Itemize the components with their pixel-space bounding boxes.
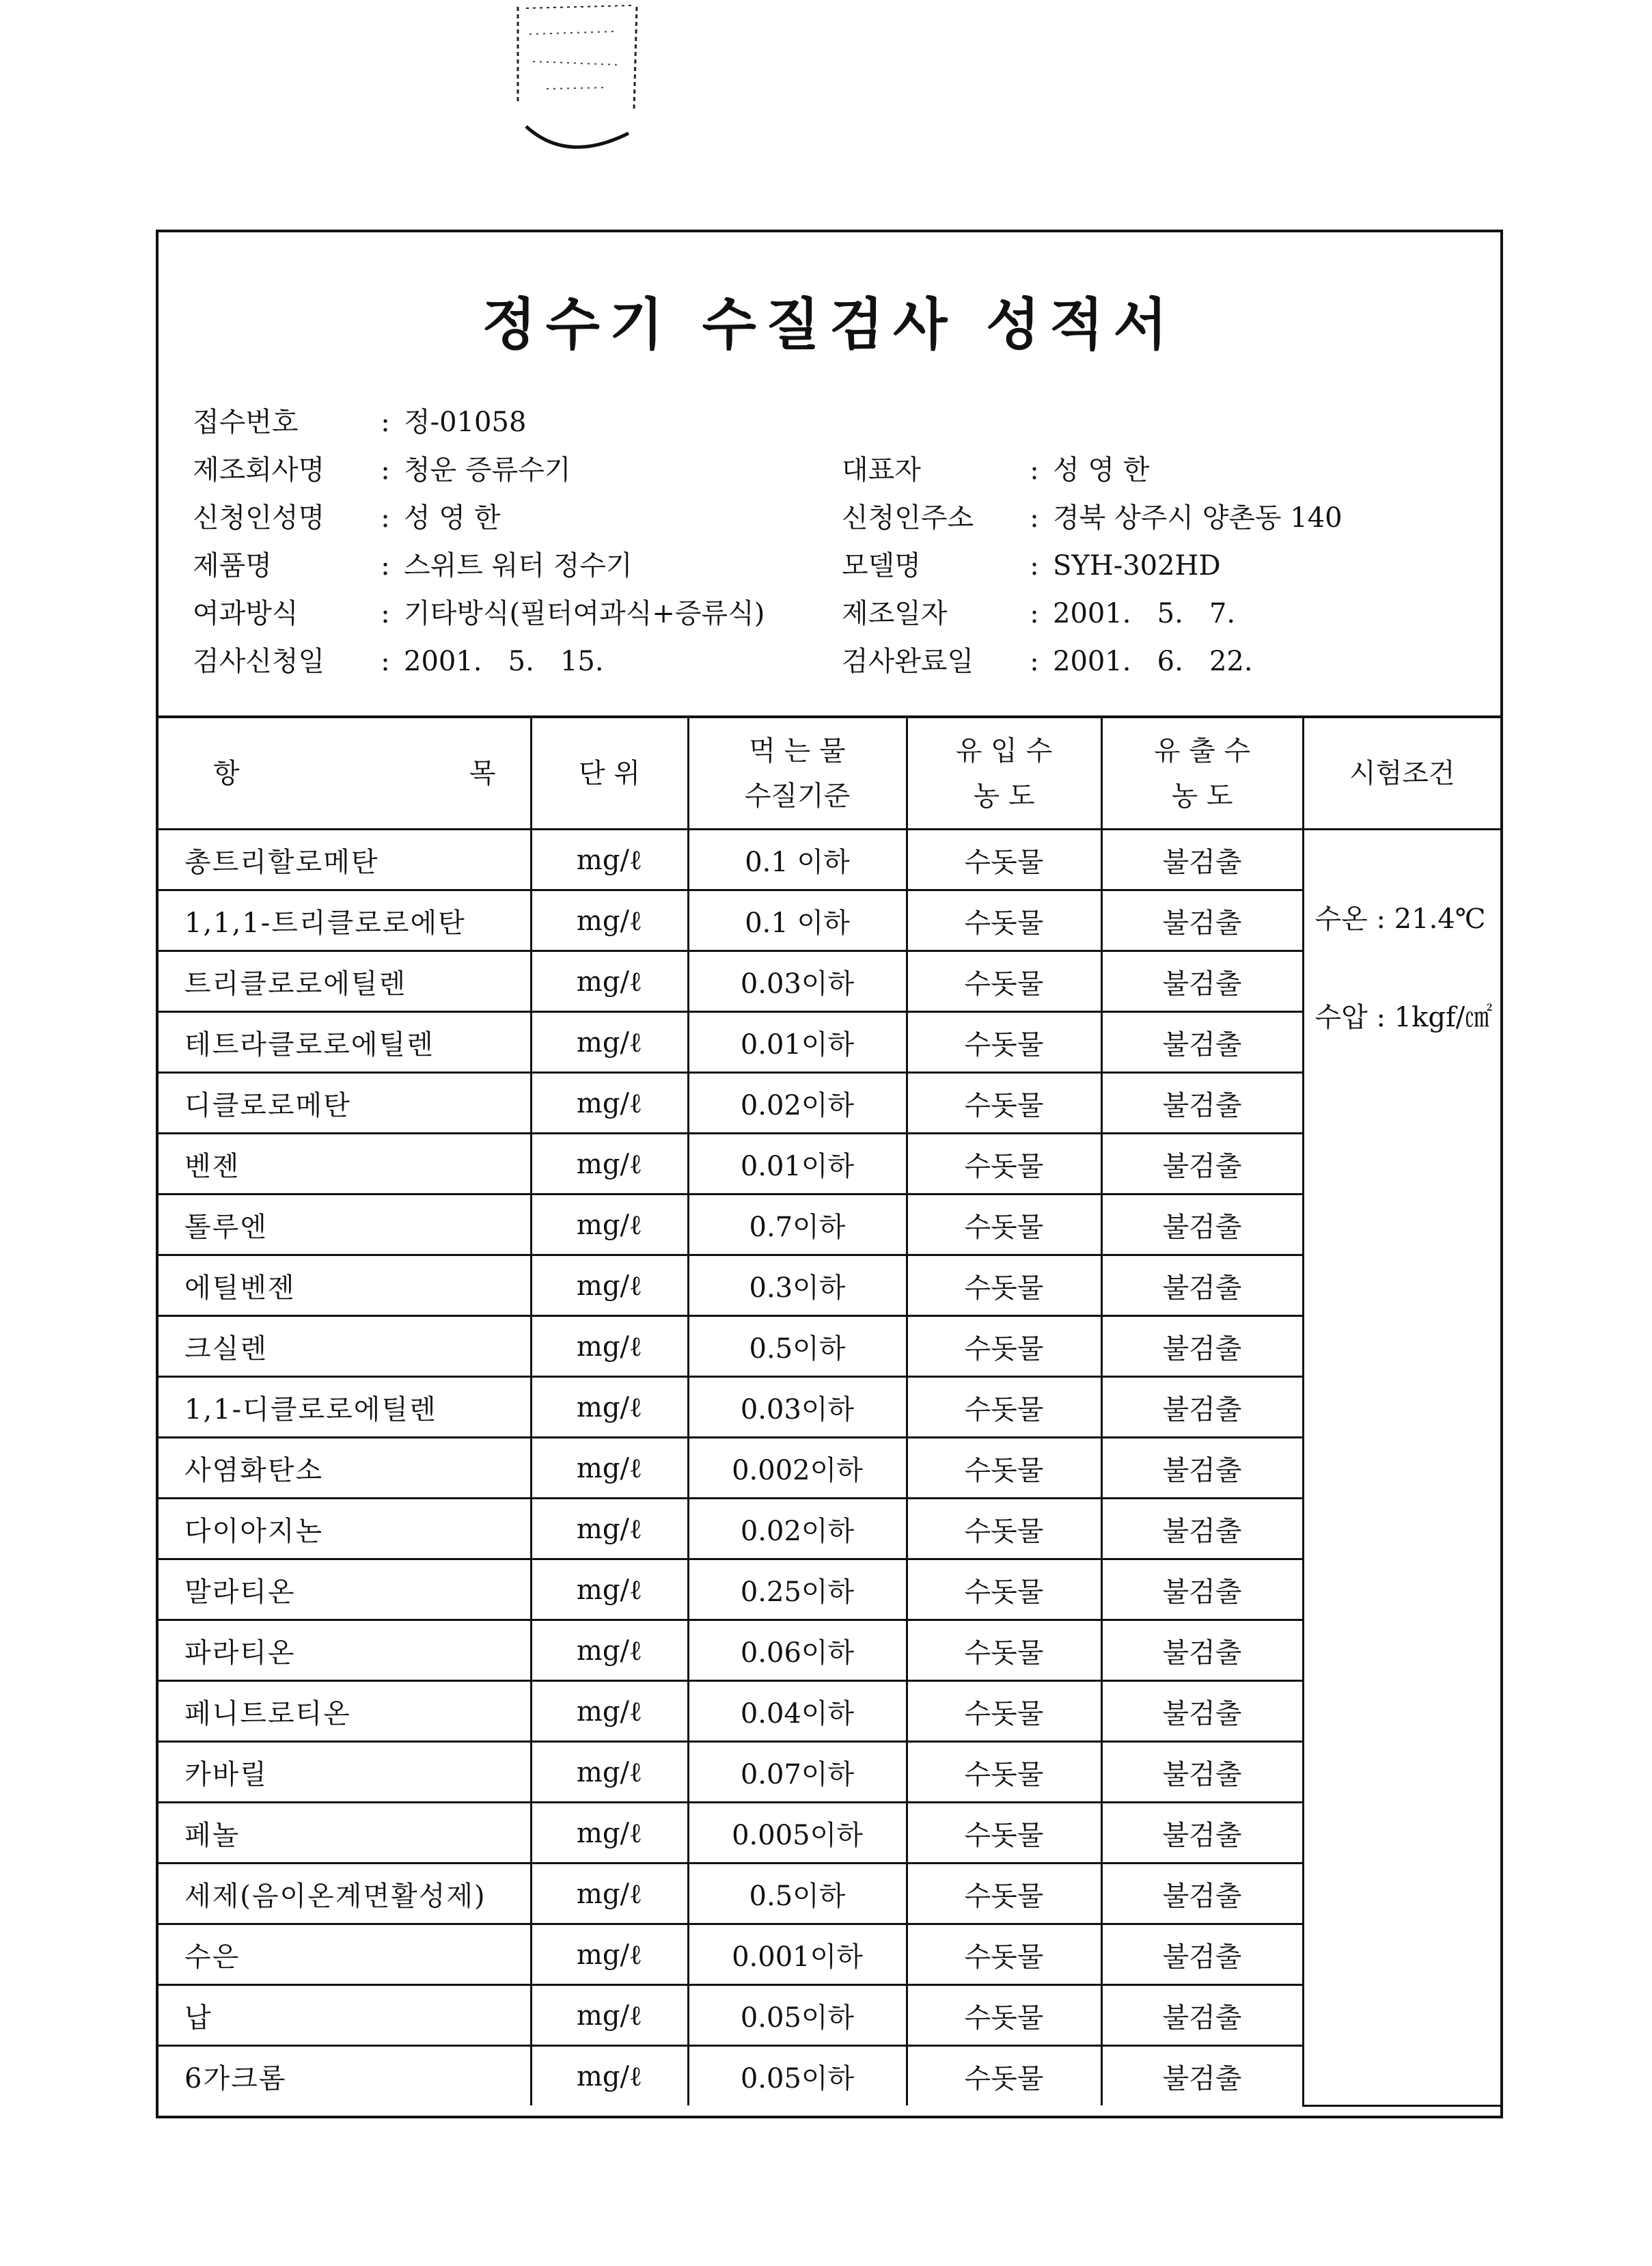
cell-unit: mg/ℓ <box>531 2046 688 2106</box>
cell-item: 1,1,1-트리클로로에탄 <box>159 890 531 951</box>
info-key: 제조회사명 <box>193 454 325 486</box>
cell-unit: mg/ℓ <box>531 1255 688 1316</box>
info-manufacturer: 제조회사명 : 청운 증류수기 <box>193 448 571 487</box>
table-row <box>159 1499 1500 1559</box>
table-row <box>159 1073 1500 1134</box>
cell-inflow: 수돗물 <box>907 1924 1101 1985</box>
cell-standard: 0.07이하 <box>688 1742 907 1803</box>
cell-inflow: 수돗물 <box>907 1681 1101 1742</box>
cell-standard: 0.1 이하 <box>688 830 907 890</box>
cell-item: 페니트로티온 <box>159 1681 531 1742</box>
cell-standard: 0.04이하 <box>688 1681 907 1742</box>
table-row <box>159 830 1500 890</box>
info-key: 여과방식 <box>193 598 299 629</box>
table-row <box>159 1742 1500 1803</box>
cell-standard: 0.03이하 <box>688 1377 907 1438</box>
cell-inflow: 수돗물 <box>907 1255 1101 1316</box>
cell-standard: 0.25이하 <box>688 1559 907 1620</box>
cell-outflow: 불검출 <box>1101 1985 1303 2046</box>
cell-standard: 0.01이하 <box>688 1134 907 1195</box>
cell-item: 1,1-디클로로에틸렌 <box>159 1377 531 1438</box>
table-row <box>159 951 1500 1012</box>
cell-inflow: 수돗물 <box>907 1073 1101 1134</box>
cell-outflow: 불검출 <box>1101 1499 1303 1559</box>
cell-inflow: 수돗물 <box>907 1742 1101 1803</box>
cell-item: 벤젠 <box>159 1134 531 1195</box>
cell-test-conditions <box>1303 830 1500 2106</box>
cell-standard: 0.05이하 <box>688 2046 907 2106</box>
cell-unit: mg/ℓ <box>531 1742 688 1803</box>
info-address: 신청인주소 : 경북 상주시 양촌동 140 <box>842 496 1343 535</box>
info-completion-date: 검사완료일 : 2001. 6. 22. <box>842 640 1253 679</box>
table-row <box>159 1438 1500 1499</box>
table-row <box>159 1559 1500 1620</box>
cell-unit: mg/ℓ <box>531 1377 688 1438</box>
cell-standard: 0.02이하 <box>688 1073 907 1134</box>
cell-item: 사염화탄소 <box>159 1438 531 1499</box>
cell-unit: mg/ℓ <box>531 951 688 1012</box>
info-value: 청운 증류수기 <box>404 454 571 486</box>
cell-item: 6가크롬 <box>159 2046 531 2106</box>
info-value: 경북 상주시 양촌동 140 <box>1053 502 1343 534</box>
cell-unit: mg/ℓ <box>531 1620 688 1681</box>
cell-unit: mg/ℓ <box>531 1559 688 1620</box>
cell-item: 크실렌 <box>159 1316 531 1377</box>
cell-unit: mg/ℓ <box>531 1073 688 1134</box>
cell-outflow: 불검출 <box>1101 1620 1303 1681</box>
cell-unit: mg/ℓ <box>531 830 688 890</box>
cell-unit: mg/ℓ <box>531 890 688 951</box>
info-applicant: 신청인성명 : 성 영 한 <box>193 496 500 535</box>
cell-item: 세제(음이온계면활성제) <box>159 1864 531 1924</box>
cell-inflow: 수돗물 <box>907 1134 1101 1195</box>
cell-unit: mg/ℓ <box>531 1803 688 1864</box>
cell-outflow: 불검출 <box>1101 830 1303 890</box>
info-value: 2001. 5. 15. <box>404 646 604 677</box>
cell-inflow: 수돗물 <box>907 1620 1101 1681</box>
table-row <box>159 1012 1500 1073</box>
cell-outflow: 불검출 <box>1101 1864 1303 1924</box>
cell-item: 말라티온 <box>159 1559 531 1620</box>
info-receipt-no: 접수번호 : 정-01058 <box>193 400 526 439</box>
cell-inflow: 수돗물 <box>907 1803 1101 1864</box>
info-key: 제품명 <box>193 550 272 582</box>
info-key: 검사신청일 <box>193 646 325 677</box>
cell-inflow: 수돗물 <box>907 951 1101 1012</box>
cell-outflow: 불검출 <box>1101 1073 1303 1134</box>
cell-item: 페놀 <box>159 1803 531 1864</box>
info-request-date: 검사신청일 : 2001. 5. 15. <box>193 640 604 679</box>
info-key: 신청인성명 <box>193 502 325 534</box>
cell-inflow: 수돗물 <box>907 1559 1101 1620</box>
header-item: 항 목 <box>159 718 531 830</box>
table-row <box>159 1681 1500 1742</box>
info-key: 검사완료일 <box>842 646 974 677</box>
info-value: 2001. 6. 22. <box>1053 646 1253 677</box>
cell-standard: 0.1 이하 <box>688 890 907 951</box>
info-manufacture-date: 제조일자 : 2001. 5. 7. <box>842 592 1235 631</box>
header-unit: 단 위 <box>531 718 688 830</box>
info-value: 정-01058 <box>404 407 527 438</box>
cell-inflow: 수돗물 <box>907 1438 1101 1499</box>
cell-item: 트리클로로에틸렌 <box>159 951 531 1012</box>
info-value: 성 영 한 <box>1053 454 1150 486</box>
header-outflow: 유 출 수 농 도 <box>1101 718 1303 830</box>
table-row <box>159 1803 1500 1864</box>
cell-outflow: 불검출 <box>1101 1316 1303 1377</box>
header-condition: 시험조건 <box>1303 718 1500 830</box>
results-table <box>159 718 1500 2107</box>
cell-unit: mg/ℓ <box>531 1012 688 1073</box>
cell-item: 테트라클로로에틸렌 <box>159 1012 531 1073</box>
cell-outflow: 불검출 <box>1101 1438 1303 1499</box>
table-row <box>159 1924 1500 1985</box>
table-row <box>159 1316 1500 1377</box>
receipt-stamp-mark <box>506 0 642 161</box>
info-model-name: 모델명 : SYH-302HD <box>842 544 1221 583</box>
cell-item: 톨루엔 <box>159 1195 531 1255</box>
info-value: SYH-302HD <box>1053 550 1221 582</box>
cell-item: 디클로로메탄 <box>159 1073 531 1134</box>
info-value: 스위트 워터 정수기 <box>404 550 633 582</box>
cell-standard: 0.06이하 <box>688 1620 907 1681</box>
cell-outflow: 불검출 <box>1101 951 1303 1012</box>
cell-item: 수은 <box>159 1924 531 1985</box>
cell-standard: 0.5이하 <box>688 1864 907 1924</box>
cell-standard: 0.03이하 <box>688 951 907 1012</box>
cell-standard: 0.005이하 <box>688 1803 907 1864</box>
cell-unit: mg/ℓ <box>531 1499 688 1559</box>
cell-standard: 0.001이하 <box>688 1924 907 1985</box>
page-title: 정수기 수질검사 성적서 <box>482 292 1177 357</box>
cell-item: 다이아지논 <box>159 1499 531 1559</box>
cell-outflow: 불검출 <box>1101 2046 1303 2106</box>
table-row <box>159 1620 1500 1681</box>
cell-inflow: 수돗물 <box>907 1864 1101 1924</box>
cell-outflow: 불검출 <box>1101 1681 1303 1742</box>
info-filter-method: 여과방식 : 기타방식(필터여과식+증류식) <box>193 592 765 631</box>
cell-unit: mg/ℓ <box>531 1134 688 1195</box>
cell-inflow: 수돗물 <box>907 1012 1101 1073</box>
cell-item: 카바릴 <box>159 1742 531 1803</box>
cell-outflow: 불검출 <box>1101 1803 1303 1864</box>
header-standard: 먹 는 물 수질기준 <box>688 718 907 830</box>
table-row <box>159 1985 1500 2046</box>
table-row <box>159 1864 1500 1924</box>
cell-outflow: 불검출 <box>1101 1377 1303 1438</box>
cell-standard: 0.05이하 <box>688 1985 907 2046</box>
table-row <box>159 1195 1500 1255</box>
info-product-name: 제품명 : 스위트 워터 정수기 <box>193 544 633 583</box>
cell-unit: mg/ℓ <box>531 1985 688 2046</box>
cell-item: 납 <box>159 1985 531 2046</box>
table-row <box>159 1134 1500 1195</box>
table-row <box>159 1377 1500 1438</box>
header-inflow: 유 입 수 농 도 <box>907 718 1101 830</box>
info-key: 대표자 <box>842 454 921 486</box>
cell-standard: 0.02이하 <box>688 1499 907 1559</box>
cell-unit: mg/ℓ <box>531 1864 688 1924</box>
cell-unit: mg/ℓ <box>531 1924 688 1985</box>
info-key: 신청인주소 <box>842 502 974 534</box>
info-key: 모델명 <box>842 550 921 582</box>
cell-standard: 0.002이하 <box>688 1438 907 1499</box>
cell-outflow: 불검출 <box>1101 890 1303 951</box>
cell-outflow: 불검출 <box>1101 1134 1303 1195</box>
cell-inflow: 수돗물 <box>907 1195 1101 1255</box>
cell-inflow: 수돗물 <box>907 1985 1101 2046</box>
cell-outflow: 불검출 <box>1101 1924 1303 1985</box>
cell-outflow: 불검출 <box>1101 1195 1303 1255</box>
info-value: 기타방식(필터여과식+증류식) <box>404 598 765 629</box>
cell-unit: mg/ℓ <box>531 1195 688 1255</box>
info-value: 2001. 5. 7. <box>1053 598 1236 629</box>
cell-item: 총트리할로메탄 <box>159 830 531 890</box>
cell-standard: 0.7이하 <box>688 1195 907 1255</box>
cell-outflow: 불검출 <box>1101 1012 1303 1073</box>
cell-inflow: 수돗물 <box>907 830 1101 890</box>
cell-inflow: 수돗물 <box>907 1377 1101 1438</box>
table-header-row <box>159 718 1500 830</box>
report-frame <box>156 230 1503 2118</box>
cell-unit: mg/ℓ <box>531 1681 688 1742</box>
info-key: 제조일자 <box>842 598 948 629</box>
table-row <box>159 2046 1500 2106</box>
cell-item: 에틸벤젠 <box>159 1255 531 1316</box>
info-value: 성 영 한 <box>404 502 501 534</box>
cell-inflow: 수돗물 <box>907 2046 1101 2106</box>
cell-standard: 0.5이하 <box>688 1316 907 1377</box>
cell-inflow: 수돗물 <box>907 1499 1101 1559</box>
cell-unit: mg/ℓ <box>531 1316 688 1377</box>
cell-unit: mg/ℓ <box>531 1438 688 1499</box>
test-condition-line: 수온 : 21.4℃ <box>1314 903 1486 935</box>
info-key: 접수번호 <box>193 407 299 438</box>
cell-inflow: 수돗물 <box>907 1316 1101 1377</box>
cell-standard: 0.3이하 <box>688 1255 907 1316</box>
cell-outflow: 불검출 <box>1101 1742 1303 1803</box>
cell-inflow: 수돗물 <box>907 890 1101 951</box>
info-representative: 대표자 : 성 영 한 <box>842 448 1149 487</box>
cell-standard: 0.01이하 <box>688 1012 907 1073</box>
cell-item: 파라티온 <box>159 1620 531 1681</box>
table-row <box>159 890 1500 951</box>
table-row <box>159 1255 1500 1316</box>
test-condition-line: 수압 : 1kgf/㎠ <box>1314 1002 1493 1033</box>
cell-outflow: 불검출 <box>1101 1255 1303 1316</box>
cell-outflow: 불검출 <box>1101 1559 1303 1620</box>
